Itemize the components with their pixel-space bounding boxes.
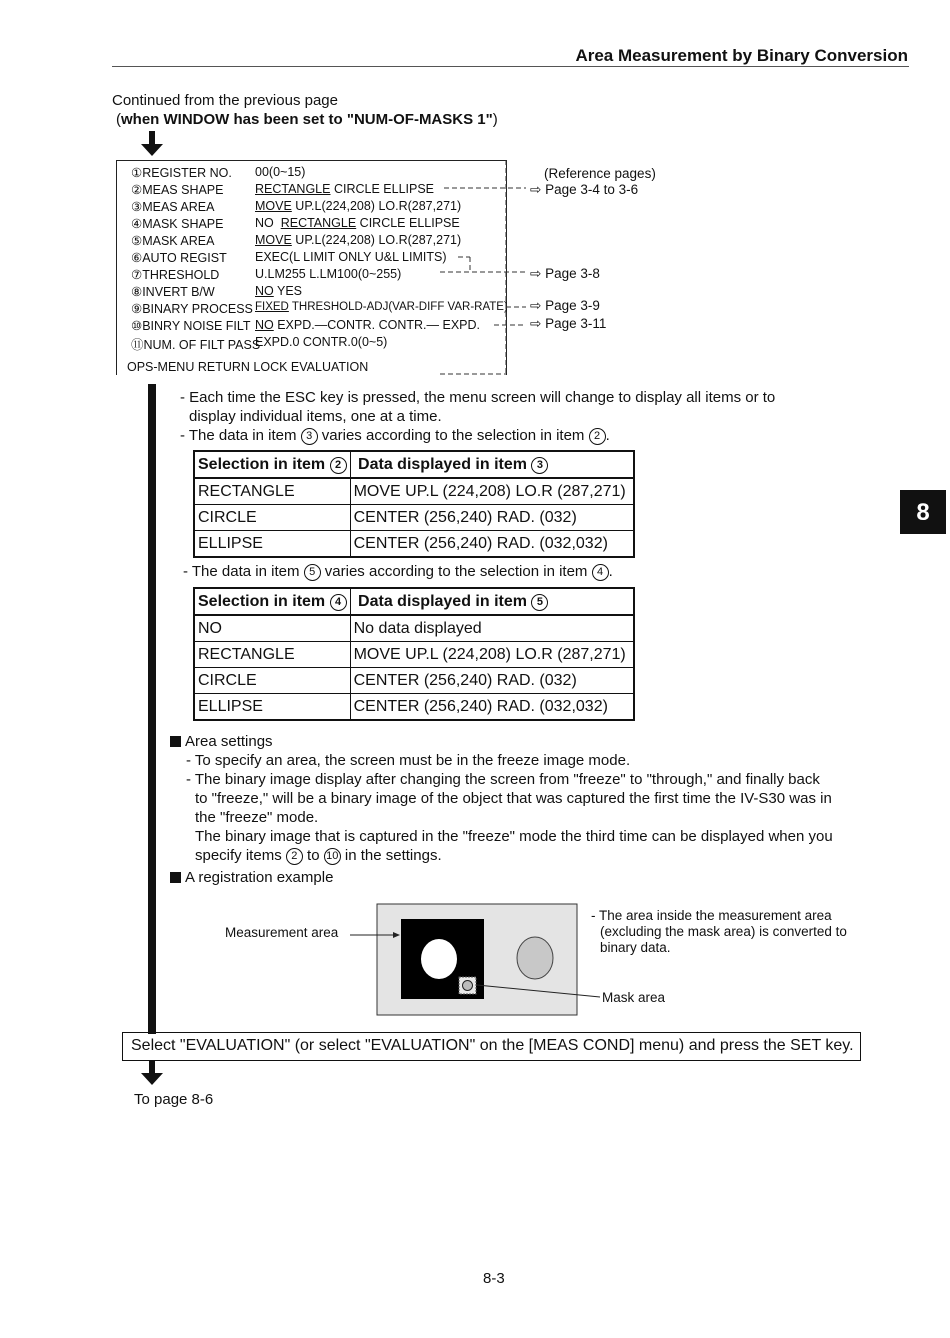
chapter-tab[interactable]: 8 <box>900 490 946 534</box>
area-line: The binary image that is captured in the "freeze" mode the third time can be displayed when you <box>195 828 833 845</box>
area-line: - The binary image display after changing the screen from "freeze" to "through," and finally back <box>186 771 820 788</box>
table-row: RECTANGLE MOVE UP.L (224,208) LO.R (287,271) <box>194 642 634 668</box>
example-heading: A registration example <box>170 869 333 886</box>
table-row: CIRCLE CENTER (256,240) RAD. (032) <box>194 505 634 531</box>
flow-arrow-stem-top <box>149 131 155 144</box>
flow-arrow-stem-bottom <box>149 1060 155 1073</box>
table-row: NO No data displayed <box>194 615 634 642</box>
table-header-cell: Data displayed in item 5 <box>350 588 634 615</box>
note-item5: - The data in item 5 varies according to the selection in item 4 . <box>183 563 613 580</box>
example-desc-1: - The area inside the measurement area <box>591 908 832 923</box>
header-title: Area Measurement by Binary Conversion <box>575 46 908 65</box>
page-number: 8-3 <box>483 1270 505 1287</box>
table-row: RECTANGLE MOVE UP.L (224,208) LO.R (287,271) <box>194 478 634 505</box>
measurement-area-label: Measurement area <box>225 925 339 940</box>
ops-menu-line: OPS-MENU RETURN LOCK EVALUATION <box>127 360 369 374</box>
continued-text: Continued from the previous page <box>112 92 338 109</box>
table-header <box>194 451 634 478</box>
table-header-cell: Data displayed in item 3 <box>350 451 634 478</box>
note-item3: - The data in item 3 varies according to the selection in item 2 . <box>180 427 610 444</box>
table-header <box>194 588 634 615</box>
reference-title: (Reference pages) <box>544 166 656 181</box>
example-desc-3: binary data. <box>600 940 671 955</box>
note-esc-1: - Each time the ESC key is pressed, the menu screen will change to display all items or to <box>180 389 776 406</box>
example-desc-2: (excluding the mask area) is converted to <box>600 924 847 939</box>
reference-link[interactable]: ⇨ Page 3-11 <box>530 316 607 331</box>
area-line: the "freeze" mode. <box>195 809 319 826</box>
square-bullet-icon <box>170 736 181 747</box>
table-row: ELLIPSE CENTER (256,240) RAD. (032,032) <box>194 531 634 558</box>
area-line: - To specify an area, the screen must be in the freeze image mode. <box>186 752 631 769</box>
flow-arrow-down-icon <box>141 1073 163 1085</box>
area-settings-heading: Area settings <box>170 733 273 750</box>
window-condition: (when WINDOW has been set to "NUM-OF-MASKS 1") <box>116 111 498 128</box>
area-line: specify items 2 to 10 in the settings. <box>195 847 442 864</box>
reference-link[interactable]: ⇨ Page 3-8 <box>530 266 600 281</box>
table-row: ELLIPSE CENTER (256,240) RAD. (032,032) <box>194 694 634 721</box>
hollow-arrow-icon: ⇨ <box>530 298 546 313</box>
square-bullet-icon <box>170 872 181 883</box>
flow-arrow-down-icon <box>141 144 163 156</box>
table-item5 <box>193 587 635 721</box>
final-instruction: Select "EVALUATION" (or select "EVALUATION" on the [MEAS COND] menu) and press the SET key. <box>122 1032 861 1061</box>
table-header-cell: Selection in item 4 <box>194 588 350 615</box>
reference-link[interactable]: ⇨ Page 3-9 <box>530 298 600 313</box>
hollow-arrow-icon: ⇨ <box>530 182 546 197</box>
to-page-link[interactable]: To page 8-6 <box>134 1091 214 1108</box>
mask-area-label: Mask area <box>602 990 666 1005</box>
note-esc-2: display individual items, one at a time. <box>189 408 442 425</box>
area-line: to "freeze," will be a binary image of the object that was captured the first time the IV-S30 was in <box>195 790 832 807</box>
hollow-arrow-icon: ⇨ <box>530 316 546 331</box>
menu-screen: ①REGISTER NO. 00(0~15) ②MEAS SHAPE RECTANGLE CIRCLE ELLIPSE ③MEAS AREA MOVE UP.L(224,208) LO.R(287,271) ④MASK SHAPE NO RECTANGLE CIRCLE ELLIPSE ⑤MASK AREA MOVE UP.L(224,208) LO.R(287,271) ⑥AUTO REGIST EXEC(L LIMIT ONLY U&L LIMITS) ⑦THRESHOLD U.LM255 L.LM100(0~255) ⑧INVERT B/W NO YES ⑨BINARY PROCESS FIXED THRESHOLD-ADJ(VAR-DIFF VAR-RATE) ⑩BINRY NOISE FILT NO EXPD.—CONTR. CONTR.— EXPD. ⑪NUM. OF FILT PASS EXPD.0 CONTR.0(0~5) OPS-MENU RETURN LOCK EVALUATION <box>116 160 507 375</box>
table-item3 <box>193 450 635 558</box>
header-rule <box>112 66 909 67</box>
window-condition-bold: when WINDOW has been set to "NUM-OF-MASKS 1" <box>121 111 493 128</box>
hollow-arrow-icon: ⇨ <box>530 266 546 281</box>
table-header-cell: Selection in item 2 <box>194 451 350 478</box>
reference-link[interactable]: ⇨ Page 3-4 to 3-6 <box>530 182 639 197</box>
table-row: CIRCLE CENTER (256,240) RAD. (032) <box>194 668 634 694</box>
flow-bar <box>148 384 156 1034</box>
registration-diagram <box>340 900 620 1020</box>
